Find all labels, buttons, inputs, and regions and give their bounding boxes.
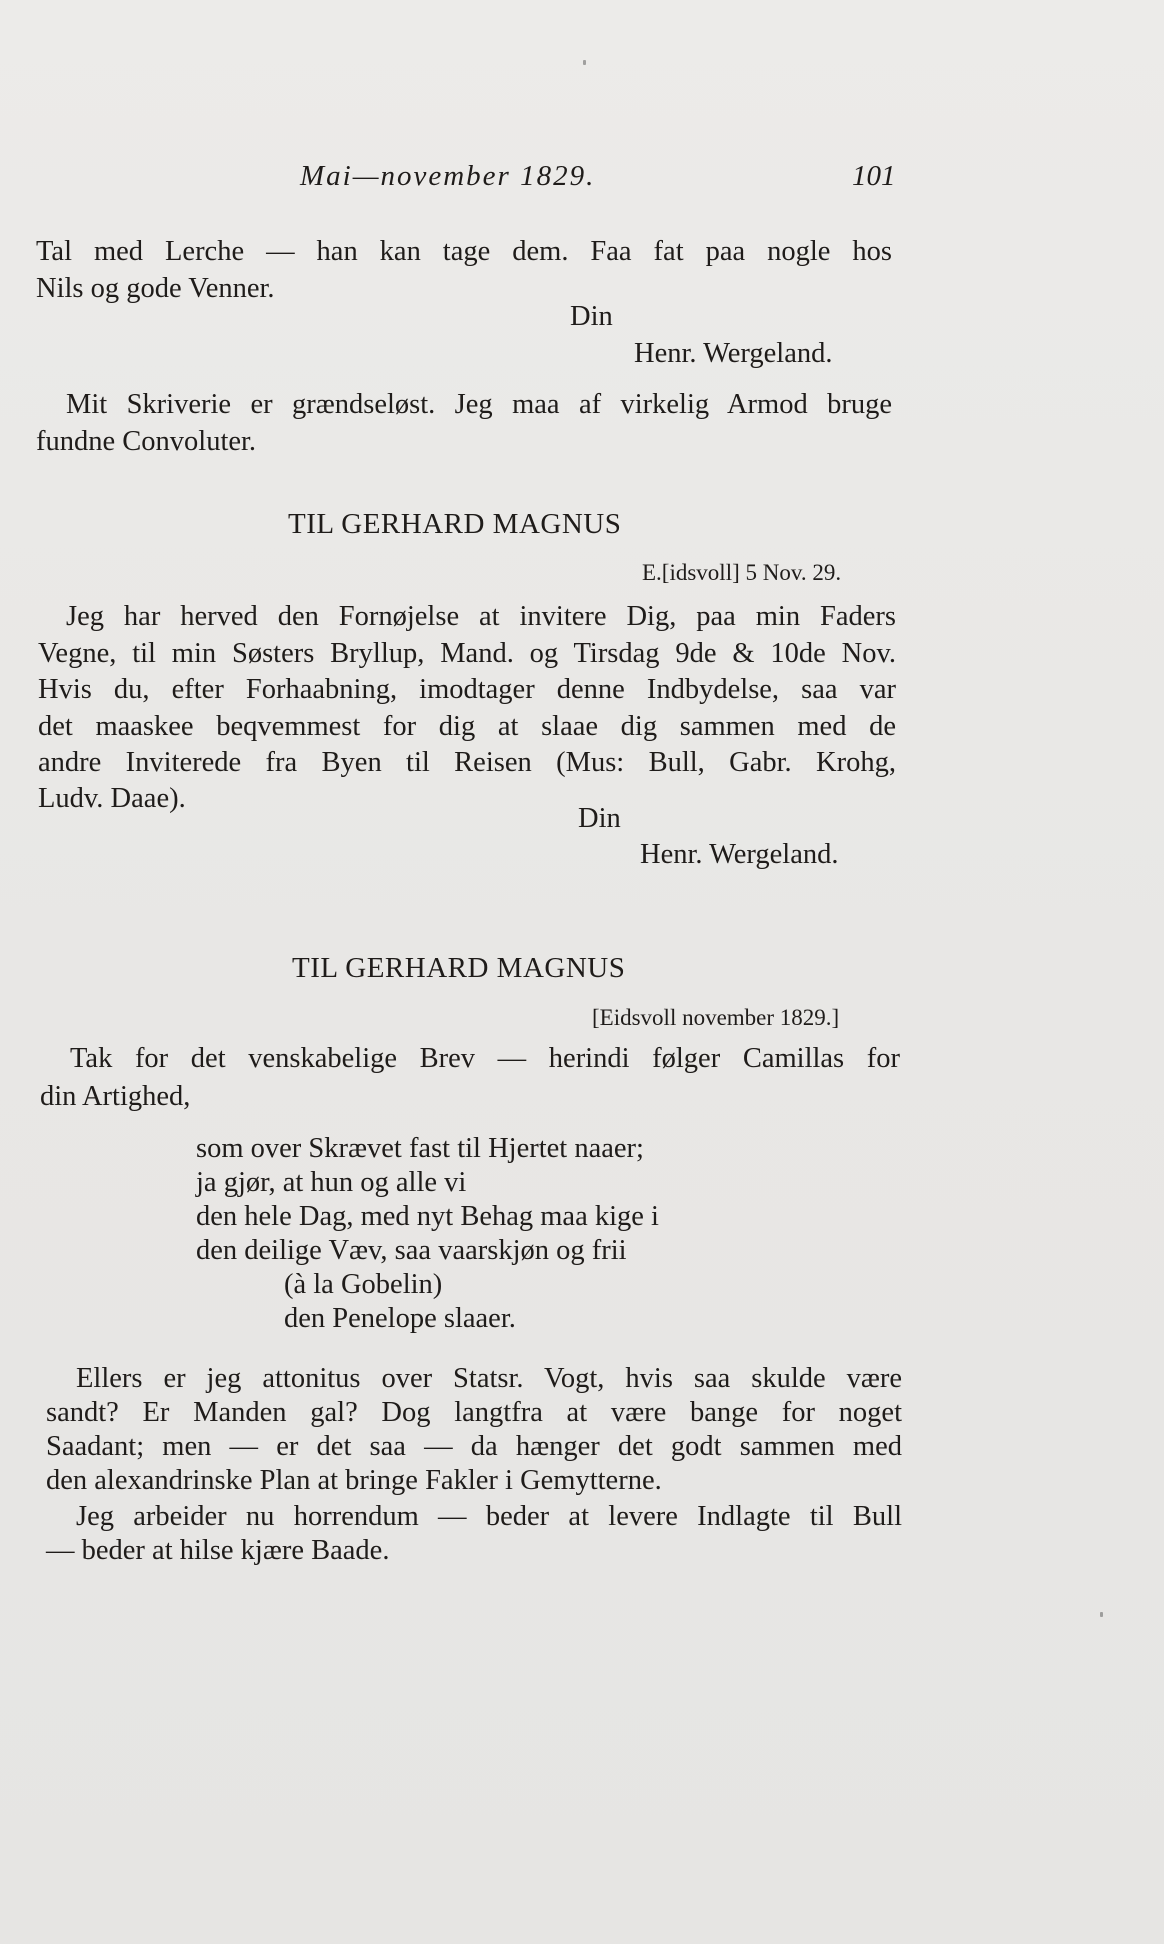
verse-line: den Penelope slaaer. — [284, 1303, 516, 1334]
text-line: Tak for det venskabelige Brev — herindi følger Camillas for — [70, 1043, 900, 1074]
text-line: din Artighed, — [40, 1081, 191, 1112]
text-line: Vegne, til min Søsters Bryllup, Mand. og Tirsdag 9de & 10de Nov. — [38, 638, 896, 669]
text-line: sandt? Er Manden gal? Dog langtfra at være bange for noget — [46, 1397, 902, 1428]
verse-line: som over Skrævet fast til Hjertet naaer; — [196, 1133, 644, 1164]
verse-line: (à la Gobelin) — [284, 1269, 443, 1300]
letter-closing: Din — [570, 301, 613, 332]
text-line: Mit Skriverie er grændseløst. Jeg maa af virkelig Armod bruge — [66, 389, 892, 420]
text-line: Saadant; men — er det saa — da hænger det godt sammen med — [46, 1431, 902, 1462]
letter-heading: TIL GERHARD MAGNUS — [288, 508, 622, 540]
text-line: Nils og gode Venner. — [36, 273, 275, 304]
verse-line: ja gjør, at hun og alle vi — [196, 1167, 467, 1198]
letter-heading: TIL GERHARD MAGNUS — [292, 952, 626, 984]
text-line: Jeg har herved den Fornøjelse at invitere Dig, paa min Faders — [66, 601, 896, 632]
letter-signature: Henr. Wergeland. — [640, 839, 839, 870]
verse-line: den deilige Væv, saa vaarskjøn og frii — [196, 1235, 627, 1266]
page-number: 101 — [852, 160, 896, 192]
text-line: Ludv. Daae). — [38, 783, 186, 814]
letter-dateline: E.[idsvoll] 5 Nov. 29. — [642, 560, 842, 585]
page-speck — [583, 60, 586, 65]
letter-signature: Henr. Wergeland. — [634, 338, 833, 369]
text-line: — beder at hilse kjære Baade. — [46, 1535, 390, 1566]
letter-dateline: [Eidsvoll november 1829.] — [592, 1005, 840, 1030]
text-line: Ellers er jeg attonitus over Statsr. Vogt, hvis saa skulde være — [76, 1363, 902, 1394]
text-line: Jeg arbeider nu horrendum — beder at levere Indlagte til Bull — [76, 1501, 902, 1532]
text-line: Tal med Lerche — han kan tage dem. Faa fat paa nogle hos — [36, 236, 892, 267]
text-line: fundne Convoluter. — [36, 426, 257, 457]
text-line: det maaskee beqvemmest for dig at slaae dig sammen med de — [38, 711, 896, 742]
verse-line: den hele Dag, med nyt Behag maa kige i — [196, 1201, 659, 1232]
text-line: andre Inviterede fra Byen til Reisen (Mus: Bull, Gabr. Krohg, — [38, 747, 896, 778]
text-line: Hvis du, efter Forhaabning, imodtager denne Indbydelse, saa var — [38, 674, 896, 705]
page-speck — [1100, 1612, 1103, 1617]
text-line: den alexandrinske Plan at bringe Fakler i Gemytterne. — [46, 1465, 662, 1496]
letter-closing: Din — [578, 803, 621, 834]
running-head: Mai—november 1829. — [300, 160, 596, 192]
